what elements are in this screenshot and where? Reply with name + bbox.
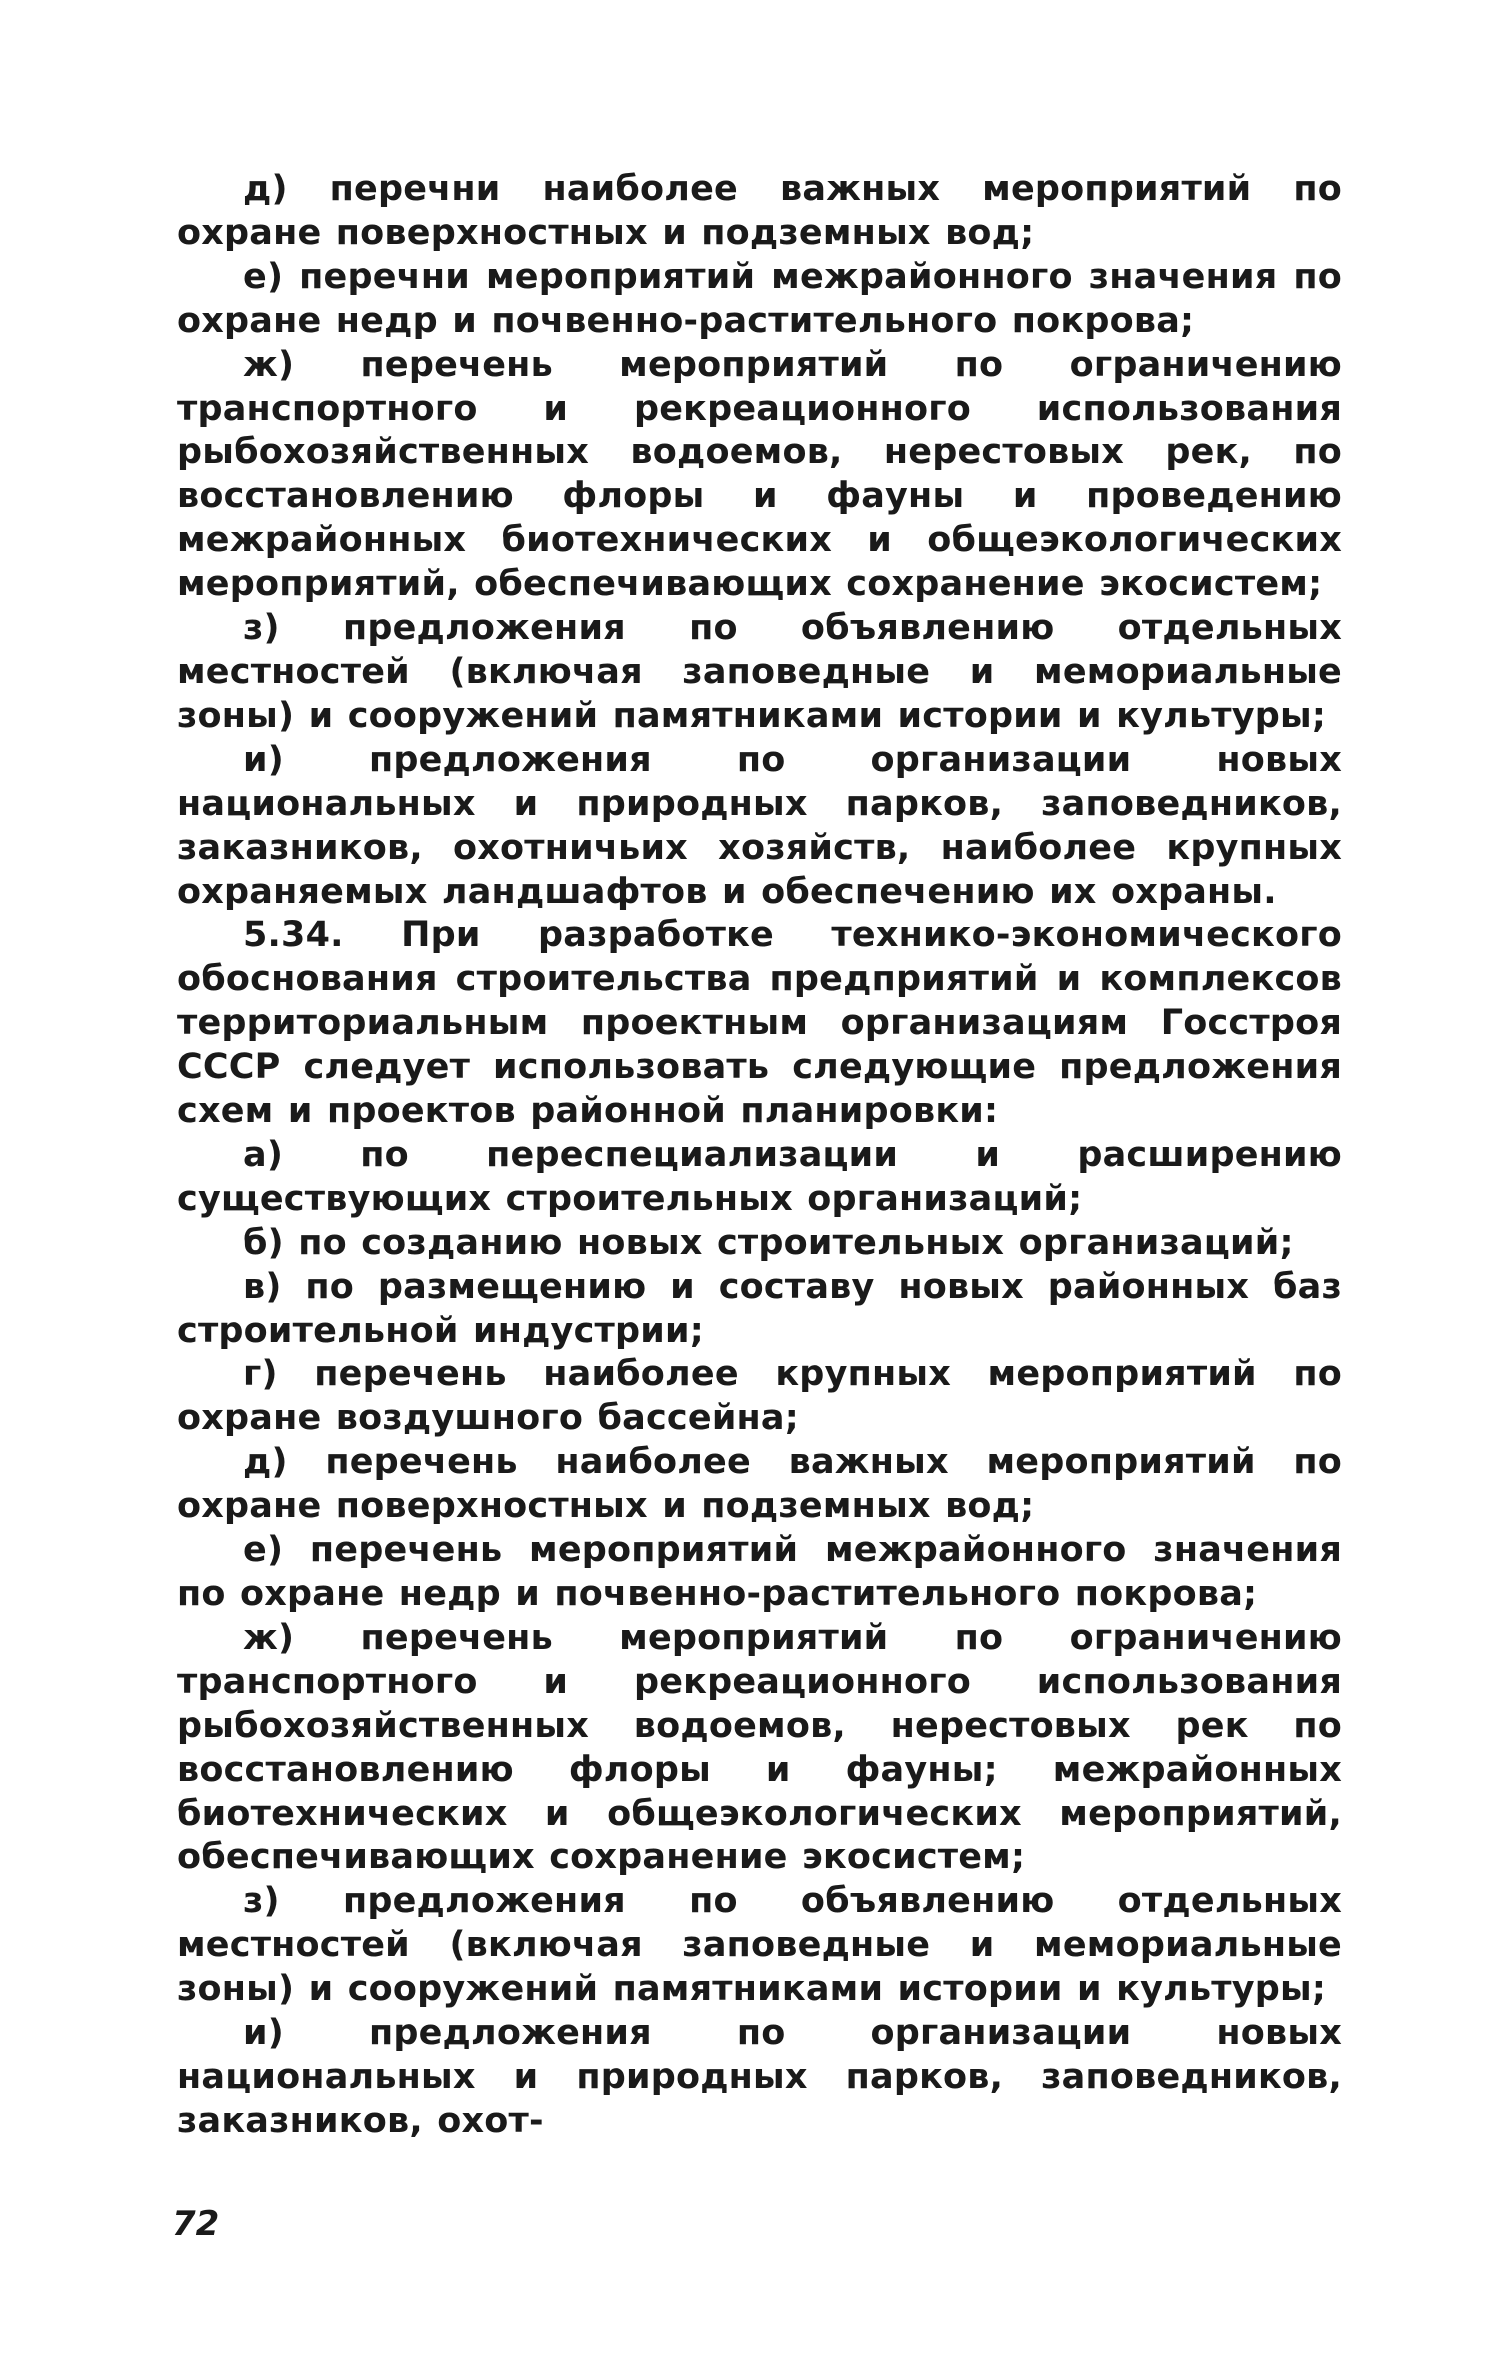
document-body [177,168,1342,2144]
item-v: в) по размещению и составу новых районных баз строительной индустрии; [177,1266,1342,1351]
item-z: з) предложения по объявлению отдельных местностей (включая заповедные и мемориальные зоны) и сооружений памятниками истории и культуры; [177,1881,1342,2010]
item-e: е) перечень мероприятий межрайонного значения по охране недр и почвенно-растительного покрова; [177,1530,1342,1614]
item-d: д) перечень наиболее важных мероприятий по охране поверхностных и подземных вод; [177,1442,1342,1527]
item-a: а) по переспециализации и расширению существующих строительных организаций; [177,1134,1342,1219]
item-zh: ж) перечень мероприятий по ограничению транспортного и рекреационного использования рыбохозяйственных водоемов, нерестовых рек по восстановлению флоры и фауны; межрайонных биотехнических и общеэкологических мероприятий, обеспечивающих сохранение экосистем; [177,1617,1342,1878]
item-b: б) по созданию новых строительных организаций; [243,1222,1294,1263]
paragraph-e-1: е) перечни мероприятий межрайонного значения по охране недр и почвенно-растительного покрова; [177,256,1342,341]
paragraph-d-1: д) перечни наиболее важных мероприятий по охране поверхностных и подземных вод; [177,169,1342,253]
paragraph-z-1: з) предложения по объявлению отдельных местностей (включая заповедные и мемориальные зоны) и сооружений памятниками истории и культуры; [177,608,1342,736]
item-g: г) перечень наиболее крупных мероприятий по охране воздушного бассейна; [177,1354,1342,1439]
clause-text: При разработке технико-экономического обоснования строительства предприятий и комплексов территориальным проектным организациям Госстроя СССР следует использовать следующие предложения схем и проектов районной планировки: [177,915,1342,1132]
clause-5-34 [177,914,1342,1134]
clause-number: 5.34. [243,915,344,956]
item-i: и) предложения по организации новых национальных и природных парков, заповедников, заказников, охот- [177,2013,1342,2141]
paragraph-zh-1: ж) перечень мероприятий по ограничению транспортного и рекреационного использования рыбохозяйственных водоемов, нерестовых рек, по восстановлению флоры и фауны и проведению межрайонных биотехнических и общеэкологических мероприятий, обеспечивающих сохранение экосистем; [177,344,1342,605]
paragraph-i-1: и) предложения по организации новых национальных и природных парков, заповедников, заказников, охотничьих хозяйств, наиболее крупных охраняемых ландшафтов и обеспечению их охраны. [177,739,1342,912]
page-number: 72 [172,2204,220,2244]
